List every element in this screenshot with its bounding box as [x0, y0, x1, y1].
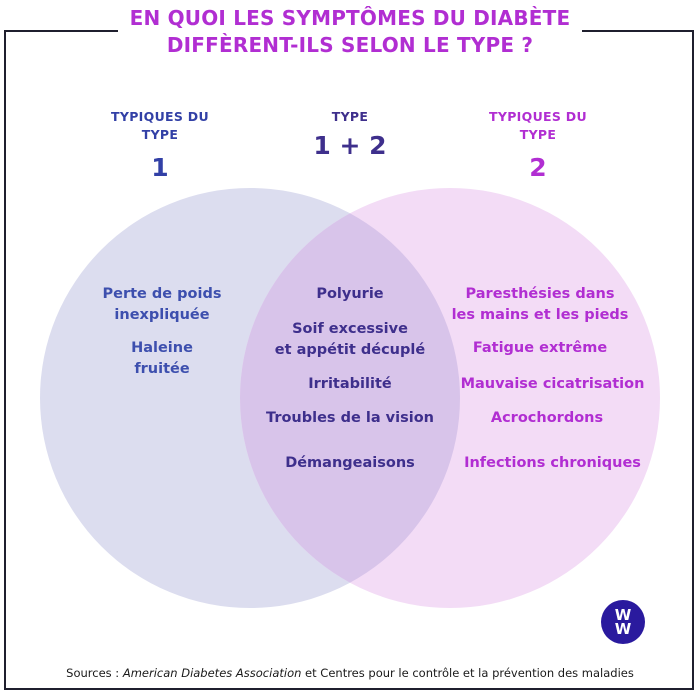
header-type1-number: 1 [151, 153, 169, 182]
header-type2-number: 2 [529, 153, 547, 182]
header-type2 [478, 108, 598, 183]
header-type1 [100, 108, 220, 183]
symptom-shared: Polyurie [316, 286, 384, 302]
sources-footnote: Sources : American Diabetes Association et Centres pour le contrôle et la prévention des maladies [66, 666, 634, 680]
header-type2-label: TYPIQUES DU TYPE [489, 109, 587, 142]
symptom-shared: Troubles de la vision [266, 410, 434, 426]
symptom-shared: Démangeaisons [285, 455, 415, 471]
symptom-type2: Paresthésies dans les mains et les pieds [451, 286, 629, 323]
ww-logo: W W [601, 600, 645, 644]
header-both-label: TYPE [331, 109, 369, 124]
header-both-number: 1 + 2 [313, 131, 387, 160]
title-line-2: DIFFÈRENT-ILS SELON LE TYPE ? [155, 32, 545, 59]
symptom-shared: Soif excessive et appétit décuplé [274, 321, 426, 358]
symptom-type2: Mauvaise cicatrisation [460, 376, 645, 392]
symptom-type2: Fatigue extrême [472, 340, 608, 356]
header-both [265, 108, 435, 161]
symptom-type1: Haleine fruitée [131, 340, 193, 377]
sources-italic: American Diabetes Association [122, 666, 302, 680]
title-line-1: EN QUOI LES SYMPTÔMES DU DIABÈTE [118, 5, 583, 32]
symptom-shared: Irritabilité [308, 376, 392, 392]
symptom-type1: Perte de poids inexpliquée [102, 286, 222, 323]
header-type1-label: TYPIQUES DU TYPE [111, 109, 209, 142]
symptom-type2: Infections chroniques [464, 455, 641, 471]
symptom-type2: Acrochordons [490, 410, 604, 426]
